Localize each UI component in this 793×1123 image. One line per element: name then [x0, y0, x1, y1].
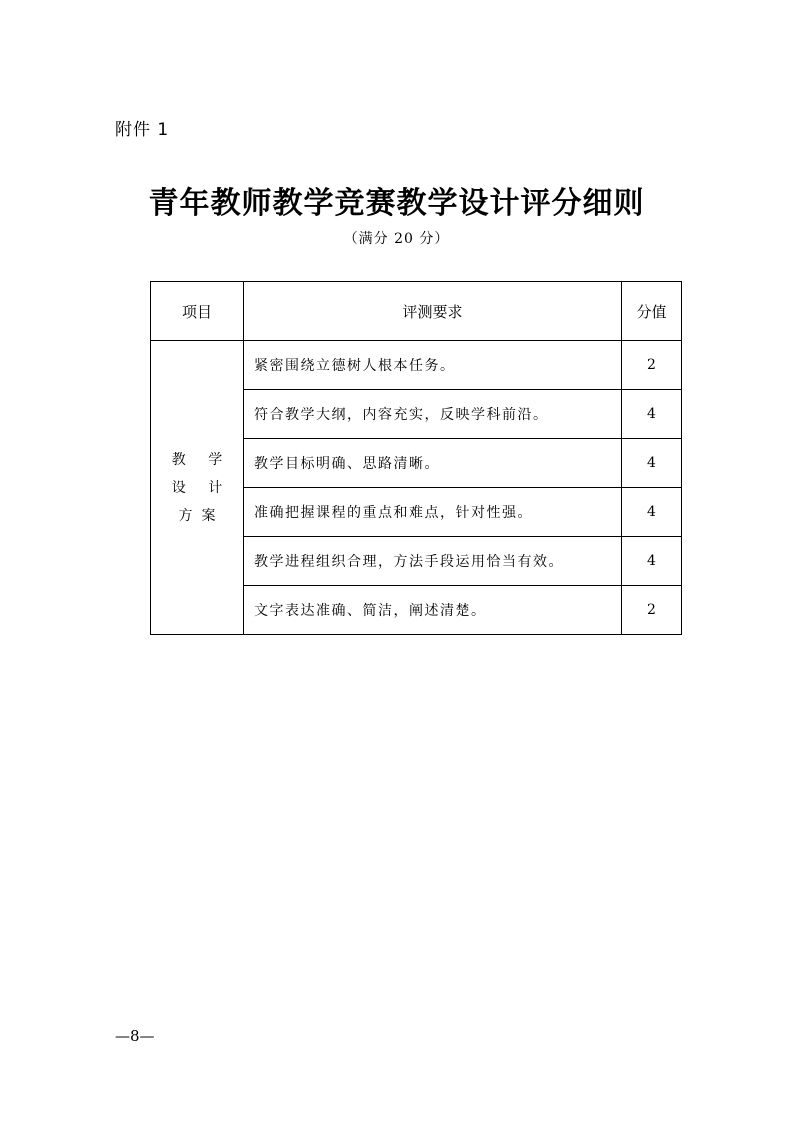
- requirement-cell: 教学进程组织合理，方法手段运用恰当有效。: [244, 537, 622, 586]
- header-item: 项目: [151, 282, 244, 341]
- requirement-cell: 符合教学大纲，内容充实，反映学科前沿。: [244, 390, 622, 439]
- score-cell: 4: [622, 390, 682, 439]
- page-number: —8—: [115, 1027, 155, 1045]
- score-cell: 4: [622, 488, 682, 537]
- table-row: [151, 341, 682, 390]
- item-line: 教 学: [171, 451, 232, 468]
- requirement-cell: 文字表达准确、简洁，阐述清楚。: [244, 586, 622, 635]
- requirement-cell: 准确把握课程的重点和难点，针对性强。: [244, 488, 622, 537]
- document-title: 青年教师教学竞赛教学设计评分细则: [148, 186, 645, 221]
- item-cell: [151, 341, 244, 635]
- header-score: 分值: [622, 282, 682, 341]
- table-header-row: [151, 282, 682, 341]
- scoring-table: [150, 281, 682, 635]
- score-cell: 2: [622, 341, 682, 390]
- score-cell: 4: [622, 439, 682, 488]
- requirement-cell: 紧密围绕立德树人根本任务。: [244, 341, 622, 390]
- document-subtitle: （满分 20 分）: [343, 231, 450, 247]
- score-cell: 4: [622, 537, 682, 586]
- requirement-cell: 教学目标明确、思路清晰。: [244, 439, 622, 488]
- attachment-label: 附件 1: [115, 120, 170, 140]
- score-cell: 2: [622, 586, 682, 635]
- item-line: 设 计: [171, 479, 232, 496]
- item-line: 方案: [178, 507, 225, 524]
- header-requirement: 评测要求: [244, 282, 622, 341]
